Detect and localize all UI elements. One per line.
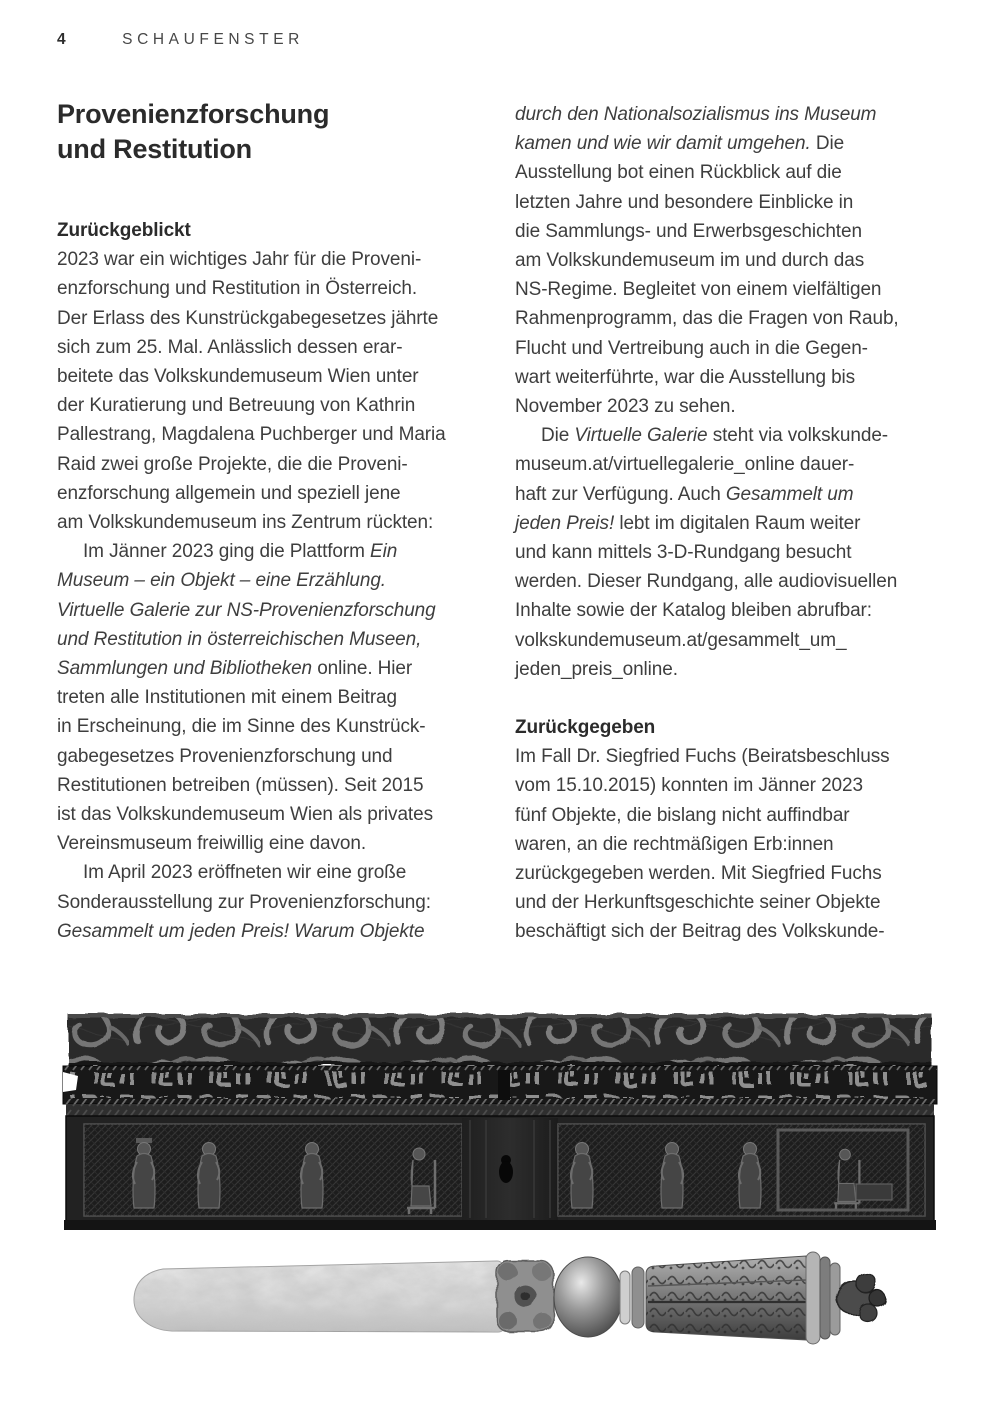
- text-line: November 2023 zu sehen.: [515, 396, 736, 418]
- article-title-line-1: Provenienzforschung: [57, 99, 330, 129]
- text-line: 2023 war ein wichtiges Jahr für die Proveni-: [57, 249, 422, 271]
- text-line: Im Jänner 2023 ging die Plattform Ein: [83, 541, 398, 563]
- text-line: Gesammelt um jeden Preis! Warum Objekte: [57, 920, 425, 942]
- text-line: und Restitution in österreichischen Museen,: [57, 628, 422, 650]
- carved-table: [856, 1184, 892, 1200]
- text-line: Museum – ein Objekt – eine Erzählung.: [57, 570, 386, 592]
- box-body: [66, 1116, 934, 1222]
- carved-box: [63, 1014, 937, 1230]
- text-line: wart weiterführte, war die Ausstellung bis: [515, 366, 856, 388]
- text-line: museum.at/virtuellegalerie_online dauer-: [515, 454, 855, 476]
- text-line: treten alle Institutionen mit einem Beitrag: [57, 687, 397, 709]
- text-line: vom 15.10.2015) konnten im Jänner 2023: [515, 775, 863, 797]
- text-line: waren, an die rechtmäßigen Erb:innen: [515, 833, 834, 855]
- page-header: [57, 31, 304, 49]
- right-column: [515, 100, 947, 947]
- text-line: fünf Objekte, die bislang nicht auffindbar: [515, 804, 850, 826]
- text-line: Im April 2023 eröffneten wir eine große: [83, 862, 407, 884]
- paragraph: [515, 100, 947, 421]
- paragraph: [57, 245, 493, 537]
- knife-ball-pommel: [554, 1257, 622, 1337]
- section-title: SCHAUFENSTER: [122, 31, 304, 48]
- text-line: am Volkskundemuseum im und durch das: [515, 250, 865, 272]
- text-line: ist das Volkskundemuseum Wien als privates: [57, 804, 433, 826]
- text-line: die Sammlungs- und Erwerbsgeschichten: [515, 220, 862, 242]
- knife-bolster: [497, 1261, 553, 1332]
- paragraph: [57, 537, 493, 858]
- text-line: volkskundemuseum.at/gesammelt_um_: [515, 629, 847, 651]
- knife-end-cap: [806, 1252, 840, 1344]
- knife: [130, 1252, 885, 1344]
- page-number: 4: [57, 31, 67, 48]
- text-line: Der Erlass des Kunstrückgabegesetzes jährte: [57, 307, 439, 329]
- text-line: beitete das Volkskundemuseum Wien unter: [57, 366, 419, 388]
- paragraph: [515, 421, 947, 684]
- text-line: Flucht und Vertreibung auch in die Gegen-: [515, 337, 868, 359]
- text-line: enzforschung allgemein und speziell jene: [57, 482, 401, 504]
- text-line: enzforschung und Restitution in Österreich.: [57, 278, 418, 300]
- text-line: Inhalte sowie der Katalog bleiben abrufbar:: [515, 600, 872, 622]
- text-line: jeden Preis! lebt im digitalen Raum weiter: [515, 512, 861, 534]
- text-line: und der Herkunftsgeschichte seiner Objekte: [515, 892, 881, 914]
- text-line: haft zur Verfügung. Auch Gesammelt um: [515, 483, 854, 505]
- text-line: Vereinsmuseum freiwillig eine davon.: [57, 833, 367, 855]
- article-title: [57, 97, 329, 167]
- text-line: Sammlungen und Bibliotheken online. Hier: [57, 658, 413, 680]
- text-line: zurückgegeben werden. Mit Siegfried Fuchs: [515, 863, 882, 885]
- text-line: Ausstellung bot einen Rückblick auf die: [515, 162, 842, 184]
- text-line: letzten Jahre und besondere Einblicke in: [515, 191, 854, 213]
- text-line: Virtuelle Galerie zur NS-Provenienzforschung: [57, 599, 436, 621]
- photo-illustration: [0, 1000, 1000, 1419]
- subheading-zurueckgegeben: Zurückgegeben: [515, 717, 656, 739]
- text-line: durch den Nationalsozialismus ins Museum: [515, 104, 877, 125]
- paragraph: [515, 742, 947, 946]
- text-line: in Erscheinung, die im Sinne des Kunstrück-: [57, 716, 426, 738]
- article-title-line-2: und Restitution: [57, 134, 252, 164]
- figure-panel-left: [84, 1124, 462, 1216]
- museum-objects-photo: [0, 1000, 1000, 1419]
- text-line: gabegesetzes Provenienzforschung und: [57, 745, 393, 767]
- box-lid-scrollwork: [68, 1014, 932, 1066]
- text-line: Restitutionen betreiben (müssen). Seit 2015: [57, 774, 424, 796]
- text-line: NS-Regime. Begleitet von einem vielfältigen: [515, 279, 882, 301]
- figure-panel-right: [558, 1124, 925, 1216]
- text-line: der Kuratierung und Betreuung von Kathrin: [57, 395, 416, 417]
- knife-collar: [620, 1267, 644, 1328]
- text-line: und kann mittels 3-D-Rundgang besucht: [515, 542, 852, 564]
- text-line: Raid zwei große Projekte, die die Proveni-: [57, 453, 408, 475]
- box-inscription-band: [63, 1066, 937, 1104]
- text-line: am Volkskundemuseum ins Zentrum rückten:: [57, 512, 434, 534]
- knife-handle: [644, 1252, 810, 1344]
- subheading-zurueckgeblickt: Zurückgeblickt: [57, 220, 191, 241]
- knife-end-knob: [837, 1273, 885, 1322]
- text-line: werden. Dieser Rundgang, alle audiovisuellen: [515, 571, 898, 593]
- text-line: Pallestrang, Magdalena Puchberger und Maria: [57, 424, 446, 446]
- text-line: Im Fall Dr. Siegfried Fuchs (Beiratsbeschluss: [515, 746, 890, 768]
- text-line: jeden_preis_online.: [515, 658, 678, 680]
- text-line: Rahmenprogramm, das die Fragen von Raub,: [515, 308, 899, 330]
- box-center-stile: [462, 1118, 558, 1220]
- text-line: Die Virtuelle Galerie steht via volkskunde-: [541, 425, 889, 447]
- text-line: sich zum 25. Mal. Anlässlich dessen erar-: [57, 336, 403, 358]
- paragraph: [57, 858, 493, 946]
- text-line: Sonderausstellung zur Provenienzforschung:: [57, 891, 431, 913]
- box-base: [64, 1220, 936, 1230]
- text-line: beschäftigt sich der Beitrag des Volkskunde-: [515, 921, 885, 943]
- text-line: kamen und wie wir damit umgehen. Die: [515, 133, 845, 155]
- left-column: [57, 216, 493, 946]
